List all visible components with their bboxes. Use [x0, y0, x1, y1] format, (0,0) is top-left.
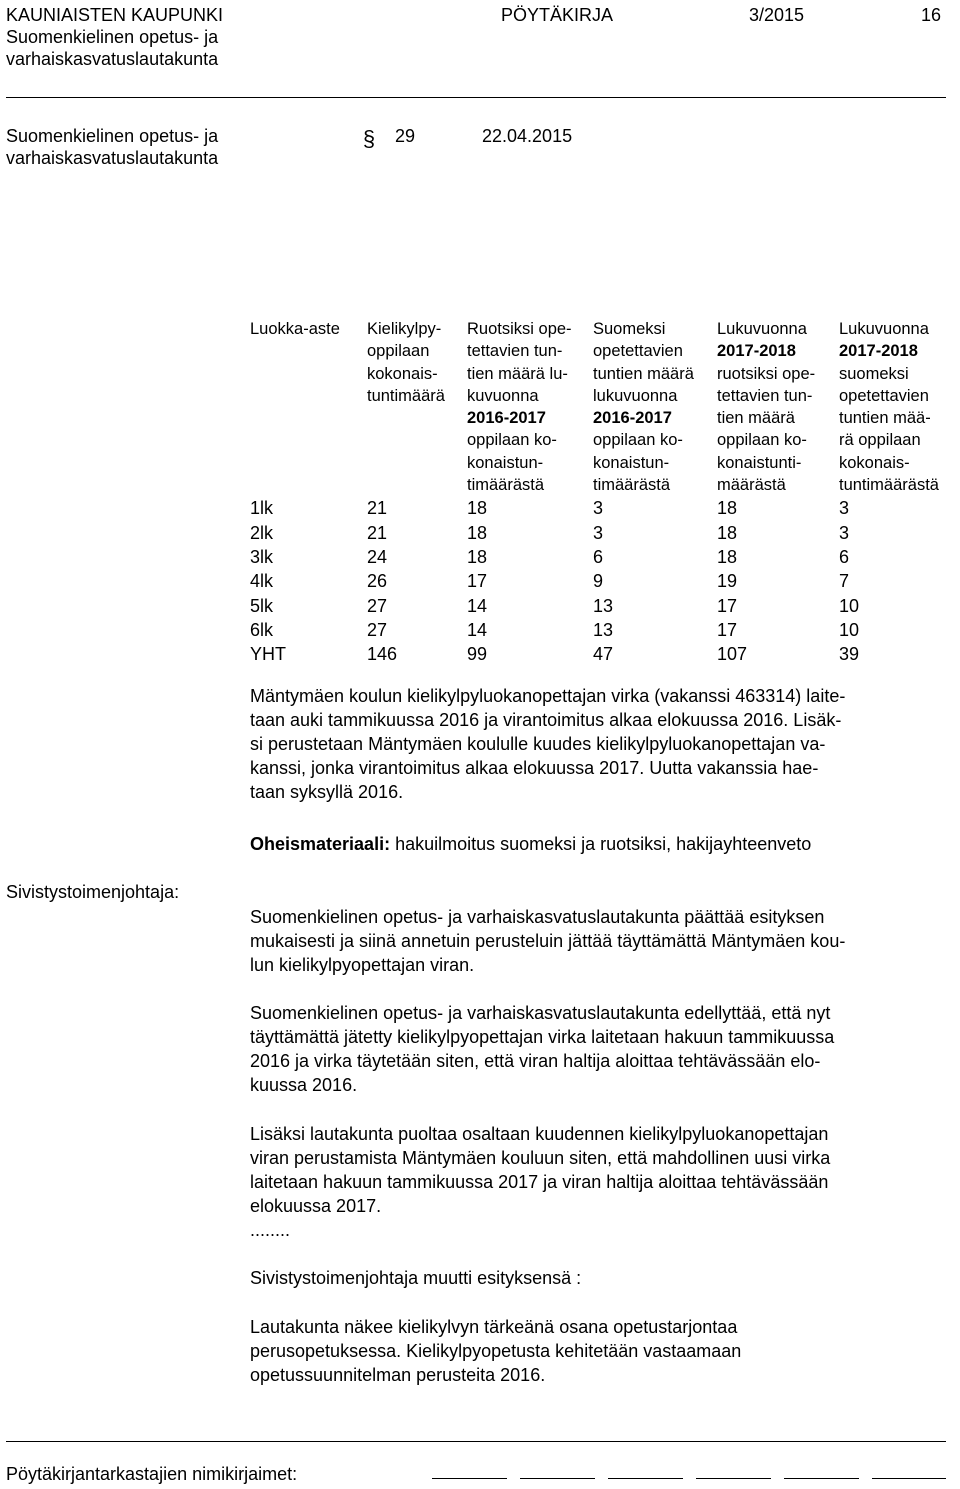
table-cell: 21: [367, 522, 388, 543]
paragraph-vacancy-description: Mäntymäen koulun kielikylpyluokanopettajan virka (vakanssi 463314) laite- taan auki tammikuussa 2016 ja virantoimitus alkaa elokuussa 2016. Lisäk- si perustetaan Mäntymäen koululle kuudes kielikylpyluokanopettajan va- kanssi, jonka virantoimitus alkaa elokuussa 2017. Uutta vakanssia hae- taan syksyllä 2016.: [250, 686, 846, 802]
table-cell: 3: [839, 498, 850, 519]
table-cell: 6: [593, 546, 604, 567]
table-cell: 18: [467, 498, 488, 519]
table-cell: 4lk: [250, 571, 274, 592]
table-cell: 18: [717, 546, 738, 567]
signatures-label: Pöytäkirjantarkastajien nimikirjaimet:: [6, 1464, 298, 1484]
organization-name: KAUNIAISTEN KAUPUNKI: [6, 5, 224, 25]
table-cell: 21: [367, 498, 388, 519]
table-cell: 27: [367, 619, 388, 640]
proposer-label: Sivistystoimenjohtaja:: [6, 882, 180, 902]
table-row: [250, 545, 959, 569]
column-header-finnish-2016: Suomeksi opetettavien tuntien määrä lukuvuonna 2016-2017 oppilaan ko- konaistun- timäärästä: [593, 320, 694, 495]
table-cell: 6: [839, 546, 850, 567]
table-cell: 3: [839, 522, 850, 543]
signature-line: [520, 1478, 595, 1479]
table-cell: 2lk: [250, 522, 274, 543]
attachments-label: Oheismateriaali:: [250, 834, 391, 854]
paragraph-decision: Lautakunta näkee kielikylvyn tärkeänä osana opetustarjontaa perusopetuksessa. Kielikylpyopetusta kehitetään vastaamaan opetussuunnitelman perusteita 2016.: [250, 1317, 742, 1385]
table-cell: 1lk: [250, 498, 274, 519]
document-number: 3/2015: [749, 5, 805, 25]
table-cell: 17: [717, 619, 738, 640]
table-cell: 27: [367, 595, 388, 616]
table-cell: 14: [467, 619, 488, 640]
signature-line: [696, 1478, 771, 1479]
table-cell: 13: [593, 619, 614, 640]
table-row: [250, 569, 959, 593]
column-header-grade: Luokka-aste: [250, 320, 340, 338]
table-cell: 99: [467, 644, 488, 665]
table-cell: 47: [593, 644, 614, 665]
table-cell: 17: [717, 595, 738, 616]
table-cell: 6lk: [250, 619, 274, 640]
paragraph-proposal: Suomenkielinen opetus- ja varhaiskasvatuslautakunta päättää esityksen mukaisesti ja siinä annetuin perusteluin jättää täyttämättä Mäntymäen kou- lun kielikylpyopettajan viran.: [250, 907, 846, 975]
column-header-finnish-2017: Lukuvuonna 2017-2018 suomeksi opetettavien tuntien mää- rä oppilaan kokonais- tuntimäärästä: [839, 320, 939, 495]
table-cell: 3lk: [250, 546, 274, 567]
attachments-text: hakuilmoitus suomeksi ja ruotsiksi, hakijayhteenveto: [390, 834, 812, 854]
table-cell: 18: [467, 522, 488, 543]
table-total-row: [250, 642, 959, 666]
table-cell: 17: [467, 571, 488, 592]
table-cell: 3: [593, 522, 604, 543]
signature-line: [432, 1478, 507, 1479]
footer-divider: [6, 1441, 946, 1442]
table-cell: 5lk: [250, 595, 274, 616]
table-cell: 10: [839, 619, 860, 640]
column-header-swedish-2017: Lukuvuonna 2017-2018 ruotsiksi ope- tettavien tun- tien määrä oppilaan ko- konaistunti- määrästä: [717, 320, 816, 495]
table-row: [250, 496, 959, 520]
table-cell: 39: [839, 644, 860, 665]
committee-name-line2: varhaiskasvatuslautakunta: [6, 49, 219, 69]
attachments-line: [250, 832, 811, 856]
table-cell: 3: [593, 498, 604, 519]
meeting-date: 22.04.2015: [482, 126, 573, 146]
header-divider: [6, 97, 946, 98]
signature-line: [872, 1478, 946, 1479]
paragraph-changed-proposal: Sivistystoimenjohtaja muutti esityksensä :: [250, 1268, 582, 1288]
paragraph-requirement: Suomenkielinen opetus- ja varhaiskasvatuslautakunta edellyttää, että nyt täyttämättä jätetty kielikylpyopettajan virka laitetaan hakuun tammikuussa 2016 ja virka täytetään siten, että viran haltija aloittaa tehtävässään elo- kuussa 2016.: [250, 1003, 835, 1095]
table-row: [250, 521, 959, 545]
meeting-body-line2: varhaiskasvatuslautakunta: [6, 148, 219, 168]
table-cell: 24: [367, 546, 388, 567]
table-cell: 19: [717, 571, 738, 592]
table-cell: 18: [717, 498, 738, 519]
section-number: 29: [395, 126, 416, 146]
ellipsis: ........: [250, 1220, 291, 1240]
table-cell: 146: [367, 644, 398, 665]
svg-text:§: §: [362, 127, 376, 149]
table-cell: 107: [717, 644, 748, 665]
table-cell: 14: [467, 595, 488, 616]
meeting-body-line1: Suomenkielinen opetus- ja: [6, 126, 219, 146]
section-sign-icon: [358, 127, 380, 149]
table-cell: 18: [717, 522, 738, 543]
table-cell: 10: [839, 595, 860, 616]
table-cell: 18: [467, 546, 488, 567]
document-type: PÖYTÄKIRJA: [501, 5, 614, 25]
lesson-hours-table: [250, 318, 959, 666]
committee-name-line1: Suomenkielinen opetus- ja: [6, 27, 219, 47]
table-cell: 13: [593, 595, 614, 616]
page-number: 16: [921, 5, 942, 25]
column-header-immersion-hours: Kielikylpy- oppilaan kokonais- tuntimäärä: [367, 320, 445, 405]
paragraph-new-position: Lisäksi lautakunta puoltaa osaltaan kuudennen kielikylpyluokanopettajan viran perustamista Mäntymäen kouluun siten, että mahdollinen uusi virka laitetaan hakuun tammikuussa 2017 ja viran haltija aloittaa tehtävässään elokuussa 2017.: [250, 1124, 831, 1216]
signature-line: [608, 1478, 683, 1479]
table-cell: YHT: [250, 644, 286, 665]
table-row: [250, 594, 959, 618]
table-cell: 26: [367, 571, 388, 592]
table-cell: 9: [593, 571, 604, 592]
signature-line: [784, 1478, 859, 1479]
table-cell: 7: [839, 571, 850, 592]
table-header-row: [250, 318, 959, 496]
column-header-swedish-2016: Ruotsiksi ope- tettavien tun- tien määrä lu- kuvuonna 2016-2017 oppilaan ko- konaistun- timäärästä: [467, 320, 572, 495]
table-row: [250, 618, 959, 642]
